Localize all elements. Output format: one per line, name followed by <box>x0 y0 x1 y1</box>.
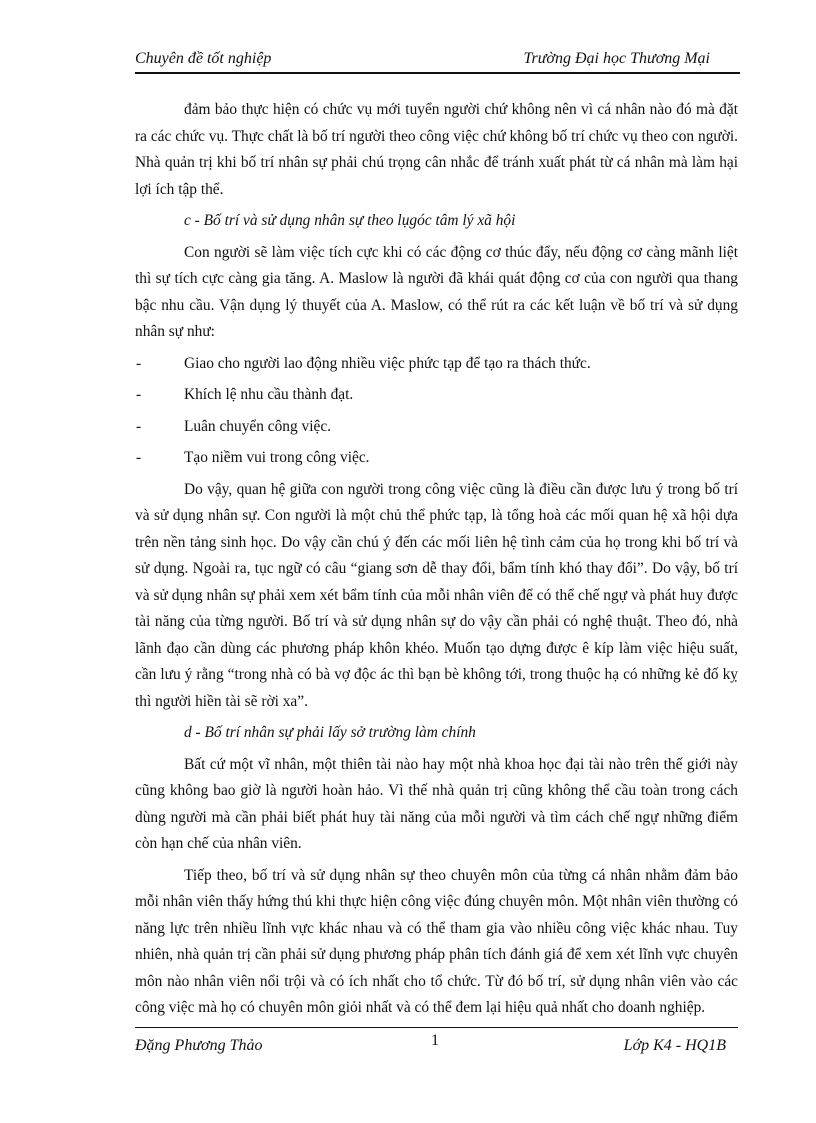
page-number: 1 <box>431 1032 439 1049</box>
header-document-type: Chuyên đề tốt nghiệp <box>135 50 272 67</box>
footer-author: Đặng Phương Thảo <box>135 1037 263 1054</box>
list-dash: - <box>136 449 142 466</box>
paragraph-1: đảm bảo thực hiện có chức vụ mới tuyển người chứ không nên vì cá nhân nào đó mà đặt ra các chức vụ. Thực chất là bố trí người theo công việc chứ không bố trí chức vụ theo con người. Nhà quản trị khi bố trí nhân sự phải chú trọng cân nhắc để tránh xuất phát từ cá nhân mà làm hại lợi ích tập thể. <box>135 101 738 198</box>
page-content <box>135 97 738 1027</box>
list-dash: - <box>136 354 142 372</box>
list-item-text: Luân chuyển công việc. <box>184 417 332 435</box>
footer-class: Lớp K4 - HQ1B <box>623 1037 726 1054</box>
section-heading-c: c - Bố trí và sử dụng nhân sự theo lụgóc tâm lý xã hội <box>184 212 516 229</box>
paragraph-5: Tiếp theo, bố trí và sử dụng nhân sự theo chuyên môn của từng cá nhân nhằm đảm bảo mỗi nhân viên thấy hứng thú khi thực hiện công việc đúng chuyên môn. Một nhân viên thường có năng lực trên nhiều lĩnh vực khác nhau và có thể tham gia vào nhiều công việc khác nhau. Tuy nhiên, nhà quản trị cần phải sử dụng phương pháp phân tích đánh giá để xem xét lĩnh vực chuyên môn nào nhân viên nổi trội và có ích nhất cho tổ chức. Từ đó bố trí, sử dụng nhân viên vào các công việc mà họ có chuyên môn giỏi nhất và có thể đem lại hiệu quả nhất cho doanh nghiệp. <box>135 866 738 1016</box>
list-item-text: Tạo niềm vui trong công việc. <box>184 449 370 466</box>
page-footer <box>135 1027 738 1062</box>
paragraph-3: Do vậy, quan hệ giữa con người trong công việc cũng là điều cần được lưu ý trong bố trí và sử dụng nhân sự. Con người là một chủ thể phức tạp, là tổng hoà các mối quan hệ xã hội dựa trên nền tảng sinh học. Do vậy cần chú ý đến các mối liên hệ tình cảm của họ trong khi bố trí và sử dụng. Ngoài ra, tục ngữ có câu “giang sơn dễ thay đổi, bẩm tính khó thay đổi”. Do vậy, bố trí và sử dụng nhân sự phải xem xét bẩm tính của mỗi nhân viên để có thể chế ngự và phát huy được tài năng của từng người. Bố trí và sử dụng nhân sự do vậy cần phải có nghệ thuật. Theo đó, nhà lãnh đạo cần dùng các phương pháp khôn khéo. Muốn tạo dựng được ê kíp làm việc hiệu suất, cần lưu ý rằng “trong nhà có bà vợ độc ác thì bạn bè không tới, trong thuộc hạ có những kẻ đố kỵ thì người hiền tài sẽ rời xa”. <box>135 480 738 710</box>
bullet-list <box>135 351 738 472</box>
list-item <box>135 414 738 441</box>
section-heading-d: d - Bố trí nhân sự phải lấy sở trường làm chính <box>184 724 476 741</box>
list-item <box>135 351 738 378</box>
header-university: Trường Đại học Thương Mại <box>523 50 710 67</box>
list-dash: - <box>136 386 142 403</box>
page-header <box>135 48 740 74</box>
list-dash: - <box>136 417 142 435</box>
paragraph-4: Bất cứ một vĩ nhân, một thiên tài nào hay một nhà khoa học đại tài nào trên thế giới này cũng không bao giờ là người hoàn hảo. Vì thế nhà quản trị cũng không thể cầu toàn trong cách dùng người mà cần phải biết phát huy tài năng của mỗi người và tìm cách chế ngự những điểm còn hạn chế của nhân viên. <box>135 755 738 852</box>
list-item-text: Khích lệ nhu cầu thành đạt. <box>184 386 354 403</box>
paragraph-2: Con người sẽ làm việc tích cực khi có các động cơ thúc đẩy, nếu động cơ càng mãnh liệt thì sự tích cực càng gia tăng. A. Maslow là người đã khái quát động cơ của con người qua thang bậc nhu cầu. Vận dụng lý thuyết của A. Maslow, có thể rút ra các kết luận về bố trí và sử dụng nhân sự như: <box>135 243 738 340</box>
list-item-text: Giao cho người lao động nhiều việc phức tạp để tạo ra thách thức. <box>184 354 591 372</box>
list-item <box>135 445 738 472</box>
list-item <box>135 382 738 409</box>
